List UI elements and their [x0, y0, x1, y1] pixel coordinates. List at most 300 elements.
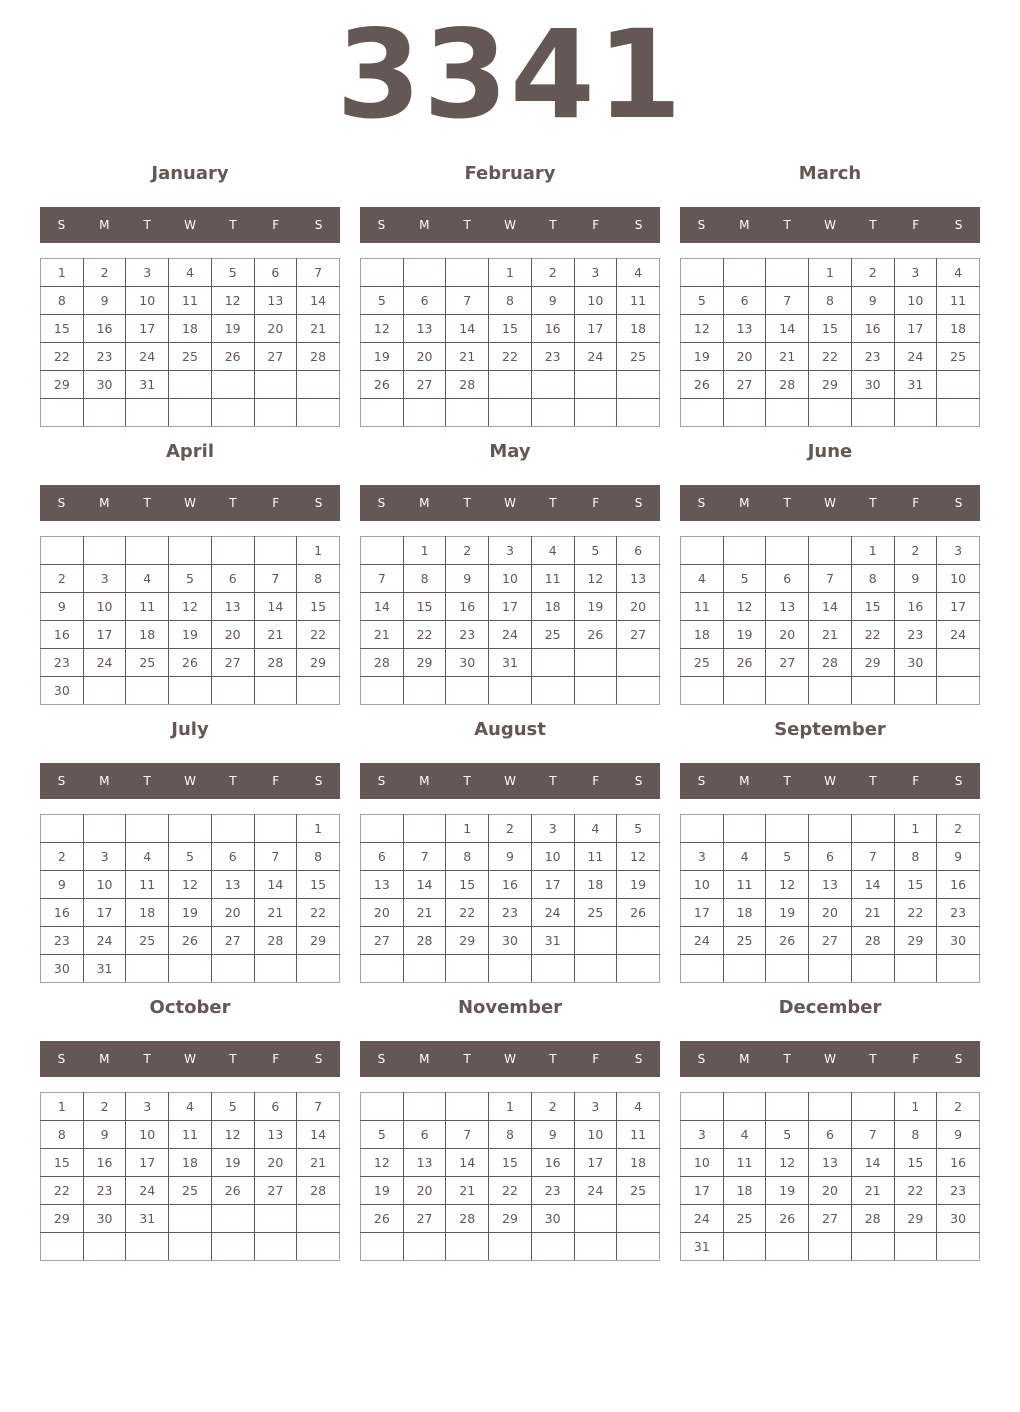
day-cell: 23 — [531, 1177, 574, 1205]
week-row — [681, 371, 980, 399]
day-cell — [446, 399, 489, 427]
day-cell: 24 — [83, 649, 126, 677]
week-row — [681, 927, 980, 955]
day-cell: 3 — [574, 1093, 617, 1121]
week-row — [681, 621, 980, 649]
day-cell: 22 — [297, 899, 340, 927]
day-cell — [297, 677, 340, 705]
day-cell: 17 — [126, 315, 169, 343]
week-row — [361, 371, 660, 399]
day-cell: 29 — [894, 927, 937, 955]
day-cell: 21 — [851, 1177, 894, 1205]
day-cell: 5 — [766, 843, 809, 871]
month-title: November — [457, 997, 563, 1018]
day-cell: 29 — [297, 927, 340, 955]
weekday-label: M — [419, 218, 430, 232]
weekday-label: W — [184, 1052, 196, 1066]
day-cell: 22 — [403, 621, 446, 649]
week-row — [41, 315, 340, 343]
day-cell: 9 — [531, 1121, 574, 1149]
day-cell: 27 — [254, 343, 297, 371]
day-cell: 11 — [126, 871, 169, 899]
day-cell: 4 — [531, 537, 574, 565]
day-cell: 18 — [681, 621, 724, 649]
day-cell: 22 — [446, 899, 489, 927]
day-cell: 25 — [574, 899, 617, 927]
day-cell: 21 — [297, 1149, 340, 1177]
day-cell: 20 — [361, 899, 404, 927]
day-cell: 29 — [489, 1205, 532, 1233]
day-cell: 5 — [574, 537, 617, 565]
weekday-header — [680, 763, 980, 799]
weekday-label: S — [57, 218, 66, 232]
day-cell: 9 — [446, 565, 489, 593]
day-cell: 18 — [169, 1149, 212, 1177]
day-cell: 20 — [254, 1149, 297, 1177]
weekday-label: M — [739, 496, 750, 510]
day-cell: 13 — [403, 1149, 446, 1177]
day-cell — [126, 955, 169, 983]
day-cell: 3 — [126, 259, 169, 287]
day-cell: 22 — [297, 621, 340, 649]
day-cell: 17 — [574, 315, 617, 343]
day-cell: 15 — [446, 871, 489, 899]
day-cell: 22 — [894, 1177, 937, 1205]
day-cell: 23 — [41, 649, 84, 677]
weekday-header — [360, 485, 660, 521]
day-cell: 25 — [937, 343, 980, 371]
day-cell: 12 — [169, 871, 212, 899]
day-cell — [254, 1233, 297, 1261]
weekday-label: M — [99, 1052, 110, 1066]
day-cell: 30 — [851, 371, 894, 399]
day-cell — [617, 955, 660, 983]
day-cell — [254, 371, 297, 399]
day-cell: 16 — [531, 1149, 574, 1177]
day-cell: 31 — [681, 1233, 724, 1261]
day-cell: 17 — [937, 593, 980, 621]
day-cell: 7 — [851, 843, 894, 871]
day-cell: 3 — [937, 537, 980, 565]
day-cell — [617, 1233, 660, 1261]
day-cell — [894, 399, 937, 427]
day-cell: 28 — [446, 1205, 489, 1233]
weekday-label: S — [954, 218, 963, 232]
day-cell: 6 — [403, 287, 446, 315]
weekday-label: S — [314, 218, 323, 232]
week-row — [41, 621, 340, 649]
day-cell: 21 — [851, 899, 894, 927]
day-cell: 4 — [723, 1121, 766, 1149]
day-cell: 12 — [211, 1121, 254, 1149]
day-cell: 7 — [254, 843, 297, 871]
day-cell: 31 — [126, 1205, 169, 1233]
day-cell: 18 — [574, 871, 617, 899]
day-cell: 6 — [809, 1121, 852, 1149]
day-cell: 5 — [681, 287, 724, 315]
day-cell: 30 — [937, 1205, 980, 1233]
day-cell — [766, 955, 809, 983]
week-row — [681, 1149, 980, 1177]
week-row — [41, 537, 340, 565]
day-cell: 6 — [617, 537, 660, 565]
week-row — [41, 649, 340, 677]
weekday-label: T — [549, 496, 557, 510]
day-cell: 4 — [723, 843, 766, 871]
week-row — [41, 593, 340, 621]
day-cell: 1 — [297, 537, 340, 565]
day-cell: 30 — [937, 927, 980, 955]
day-cell: 20 — [809, 1177, 852, 1205]
month-title: February — [464, 163, 556, 184]
weekday-label: T — [229, 774, 237, 788]
day-cell: 17 — [574, 1149, 617, 1177]
day-cell: 21 — [446, 1177, 489, 1205]
day-cell — [809, 815, 852, 843]
day-cell: 24 — [574, 1177, 617, 1205]
day-cell: 31 — [531, 927, 574, 955]
day-cell: 21 — [361, 621, 404, 649]
week-row — [361, 259, 660, 287]
weekday-label: T — [143, 496, 151, 510]
day-cell — [937, 649, 980, 677]
day-cell: 21 — [446, 343, 489, 371]
day-cell: 27 — [809, 927, 852, 955]
week-row — [361, 1149, 660, 1177]
day-cell: 7 — [851, 1121, 894, 1149]
day-cell: 14 — [766, 315, 809, 343]
day-cell: 3 — [574, 259, 617, 287]
day-cell: 22 — [489, 343, 532, 371]
week-row — [361, 565, 660, 593]
day-cell: 7 — [403, 843, 446, 871]
day-cell — [361, 677, 404, 705]
day-cell: 26 — [574, 621, 617, 649]
day-cell: 3 — [681, 1121, 724, 1149]
day-cell: 19 — [169, 899, 212, 927]
day-cell: 11 — [681, 593, 724, 621]
weekday-label: T — [549, 218, 557, 232]
day-cell: 31 — [126, 371, 169, 399]
day-cell — [851, 399, 894, 427]
day-cell: 19 — [361, 343, 404, 371]
day-cell: 15 — [403, 593, 446, 621]
day-cell: 26 — [723, 649, 766, 677]
day-cell: 10 — [937, 565, 980, 593]
day-cell: 5 — [169, 565, 212, 593]
weekday-label: T — [463, 496, 471, 510]
day-cell: 18 — [169, 315, 212, 343]
week-row — [361, 815, 660, 843]
day-cell: 24 — [126, 343, 169, 371]
day-cell: 2 — [41, 843, 84, 871]
day-cell: 26 — [211, 1177, 254, 1205]
day-cell — [681, 537, 724, 565]
day-cell — [254, 537, 297, 565]
day-cell: 12 — [361, 1149, 404, 1177]
year-title: 3341 — [336, 4, 684, 146]
day-cell: 30 — [489, 927, 532, 955]
day-cell: 16 — [894, 593, 937, 621]
day-cell: 16 — [489, 871, 532, 899]
week-row — [361, 1093, 660, 1121]
weekday-label: M — [739, 1052, 750, 1066]
day-cell: 20 — [617, 593, 660, 621]
weekday-label: S — [314, 1052, 323, 1066]
weekday-label: W — [184, 774, 196, 788]
day-cell — [41, 399, 84, 427]
day-cell — [361, 399, 404, 427]
day-cell: 18 — [937, 315, 980, 343]
day-cell: 2 — [489, 815, 532, 843]
day-cell: 9 — [531, 287, 574, 315]
day-cell — [211, 371, 254, 399]
day-cell — [723, 399, 766, 427]
day-cell: 11 — [574, 843, 617, 871]
weekday-label: S — [954, 774, 963, 788]
day-cell: 16 — [937, 871, 980, 899]
day-cell: 1 — [41, 1093, 84, 1121]
weekday-label: F — [912, 496, 920, 510]
day-grid — [40, 536, 340, 705]
day-cell: 16 — [446, 593, 489, 621]
weekday-label: S — [697, 218, 706, 232]
day-cell: 28 — [254, 649, 297, 677]
weekday-label: F — [272, 774, 280, 788]
weekday-label: F — [592, 1052, 600, 1066]
weekday-label: S — [697, 496, 706, 510]
week-row — [681, 593, 980, 621]
day-cell — [574, 677, 617, 705]
day-cell — [489, 1233, 532, 1261]
day-cell: 28 — [809, 649, 852, 677]
day-cell — [83, 677, 126, 705]
day-cell: 11 — [617, 287, 660, 315]
day-cell: 30 — [531, 1205, 574, 1233]
week-row — [681, 871, 980, 899]
day-cell: 28 — [446, 371, 489, 399]
weekday-label: S — [634, 218, 643, 232]
day-cell: 5 — [617, 815, 660, 843]
day-cell: 8 — [489, 287, 532, 315]
day-cell: 25 — [723, 1205, 766, 1233]
day-cell: 11 — [617, 1121, 660, 1149]
day-cell: 13 — [809, 871, 852, 899]
day-cell: 4 — [169, 1093, 212, 1121]
day-cell: 3 — [126, 1093, 169, 1121]
weekday-label: T — [869, 774, 877, 788]
day-cell — [403, 1093, 446, 1121]
day-grid — [680, 1092, 980, 1261]
day-cell: 10 — [681, 871, 724, 899]
day-cell: 1 — [851, 537, 894, 565]
day-cell: 4 — [617, 259, 660, 287]
week-row — [41, 815, 340, 843]
day-cell: 11 — [937, 287, 980, 315]
day-cell: 24 — [894, 343, 937, 371]
weekday-label: S — [377, 496, 386, 510]
day-cell — [297, 399, 340, 427]
week-row — [41, 371, 340, 399]
weekday-label: T — [463, 1052, 471, 1066]
week-row — [681, 899, 980, 927]
day-cell: 11 — [169, 1121, 212, 1149]
day-cell: 17 — [83, 621, 126, 649]
day-cell: 13 — [254, 1121, 297, 1149]
day-cell — [489, 677, 532, 705]
day-cell — [574, 955, 617, 983]
day-cell: 3 — [489, 537, 532, 565]
day-cell — [531, 677, 574, 705]
day-cell: 19 — [574, 593, 617, 621]
day-cell — [403, 1233, 446, 1261]
day-cell: 20 — [211, 621, 254, 649]
day-cell: 1 — [403, 537, 446, 565]
week-row — [41, 843, 340, 871]
weekday-label: M — [739, 774, 750, 788]
day-cell: 29 — [446, 927, 489, 955]
day-cell: 17 — [126, 1149, 169, 1177]
week-row — [361, 287, 660, 315]
day-cell — [446, 1233, 489, 1261]
day-cell: 2 — [531, 1093, 574, 1121]
day-cell: 26 — [766, 1205, 809, 1233]
day-cell: 29 — [809, 371, 852, 399]
day-cell: 5 — [169, 843, 212, 871]
day-cell: 6 — [403, 1121, 446, 1149]
day-cell: 4 — [169, 259, 212, 287]
day-cell: 26 — [617, 899, 660, 927]
weekday-label: T — [783, 218, 791, 232]
day-cell: 29 — [297, 649, 340, 677]
day-cell: 24 — [937, 621, 980, 649]
day-cell: 5 — [766, 1121, 809, 1149]
day-cell — [254, 815, 297, 843]
day-cell: 25 — [723, 927, 766, 955]
day-cell: 17 — [83, 899, 126, 927]
weekday-header — [40, 763, 340, 799]
day-cell: 16 — [851, 315, 894, 343]
day-cell: 18 — [723, 899, 766, 927]
day-cell: 1 — [489, 1093, 532, 1121]
day-cell: 17 — [894, 315, 937, 343]
day-cell: 30 — [446, 649, 489, 677]
day-cell — [723, 677, 766, 705]
day-cell: 16 — [41, 621, 84, 649]
day-cell — [937, 1233, 980, 1261]
day-cell: 26 — [361, 371, 404, 399]
day-cell: 16 — [83, 315, 126, 343]
day-cell: 15 — [489, 315, 532, 343]
day-cell: 23 — [937, 899, 980, 927]
day-cell: 12 — [169, 593, 212, 621]
day-cell: 11 — [723, 871, 766, 899]
day-cell: 9 — [489, 843, 532, 871]
day-cell — [531, 649, 574, 677]
day-cell: 9 — [83, 1121, 126, 1149]
day-cell: 30 — [83, 371, 126, 399]
day-cell — [254, 399, 297, 427]
weekday-label: F — [592, 496, 600, 510]
day-cell — [211, 537, 254, 565]
day-cell: 18 — [723, 1177, 766, 1205]
day-cell — [254, 1205, 297, 1233]
day-cell: 23 — [83, 343, 126, 371]
day-cell: 6 — [254, 259, 297, 287]
day-cell: 19 — [723, 621, 766, 649]
week-row — [681, 649, 980, 677]
day-cell: 30 — [41, 955, 84, 983]
day-cell — [894, 955, 937, 983]
day-cell — [211, 815, 254, 843]
week-row — [41, 259, 340, 287]
day-cell: 23 — [894, 621, 937, 649]
day-cell: 10 — [126, 287, 169, 315]
day-cell: 12 — [361, 315, 404, 343]
day-cell — [403, 955, 446, 983]
day-cell: 14 — [446, 315, 489, 343]
day-cell: 7 — [361, 565, 404, 593]
day-cell: 28 — [297, 343, 340, 371]
day-cell: 6 — [254, 1093, 297, 1121]
day-cell: 21 — [254, 621, 297, 649]
day-cell — [937, 371, 980, 399]
day-cell: 7 — [254, 565, 297, 593]
day-cell: 6 — [211, 843, 254, 871]
day-cell: 11 — [169, 287, 212, 315]
day-cell: 28 — [403, 927, 446, 955]
day-cell: 3 — [894, 259, 937, 287]
week-row — [361, 593, 660, 621]
day-cell: 13 — [254, 287, 297, 315]
day-cell: 15 — [851, 593, 894, 621]
weekday-header — [360, 1041, 660, 1077]
month-title: April — [165, 441, 215, 462]
day-cell: 1 — [489, 259, 532, 287]
weekday-header — [360, 763, 660, 799]
weekday-label: T — [783, 1052, 791, 1066]
day-cell — [809, 537, 852, 565]
weekday-label: T — [143, 774, 151, 788]
day-cell: 20 — [766, 621, 809, 649]
day-cell — [809, 399, 852, 427]
day-cell: 8 — [851, 565, 894, 593]
day-cell: 12 — [766, 1149, 809, 1177]
day-cell: 2 — [83, 259, 126, 287]
day-cell: 24 — [83, 927, 126, 955]
week-row — [41, 927, 340, 955]
day-cell: 15 — [41, 1149, 84, 1177]
day-cell: 5 — [361, 1121, 404, 1149]
month-title: December — [778, 997, 882, 1018]
day-cell: 12 — [766, 871, 809, 899]
day-cell: 10 — [681, 1149, 724, 1177]
day-cell: 29 — [41, 371, 84, 399]
weekday-header — [40, 485, 340, 521]
day-cell: 18 — [531, 593, 574, 621]
week-row — [41, 1121, 340, 1149]
day-cell: 14 — [361, 593, 404, 621]
week-row — [41, 343, 340, 371]
day-cell: 24 — [574, 343, 617, 371]
day-cell: 22 — [894, 899, 937, 927]
day-cell: 7 — [446, 287, 489, 315]
day-cell — [574, 399, 617, 427]
day-cell: 6 — [361, 843, 404, 871]
day-cell: 2 — [446, 537, 489, 565]
day-cell — [809, 955, 852, 983]
day-cell — [41, 537, 84, 565]
